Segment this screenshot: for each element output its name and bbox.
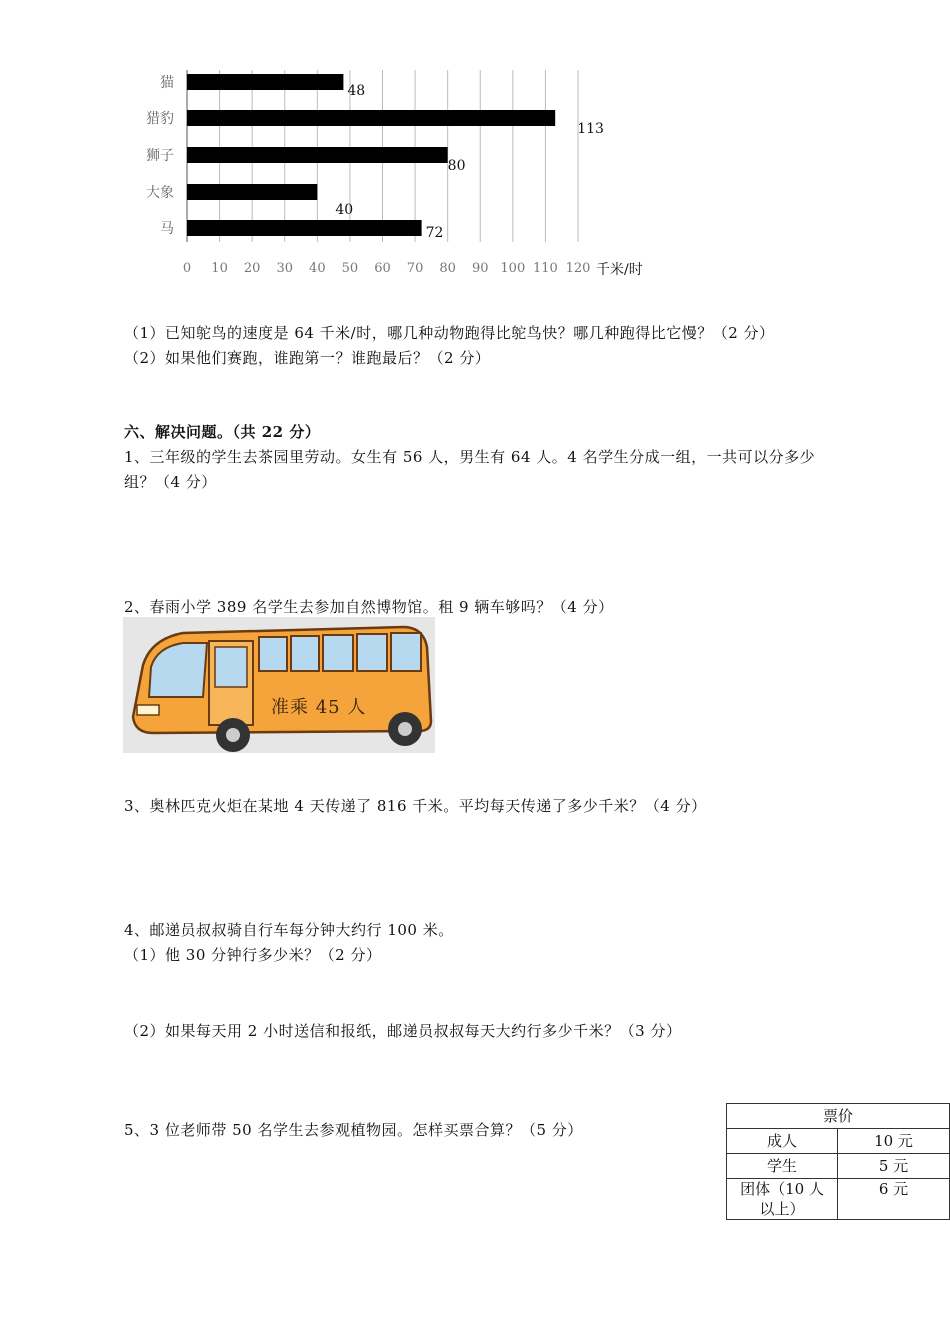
- speed-bar-chart: [130, 60, 690, 290]
- ticket-label: 成人: [727, 1129, 838, 1154]
- problem-2: 2、春雨小学 389 名学生去参加自然博物馆。租 9 辆车够吗？（4 分）: [124, 598, 614, 616]
- bar: [187, 147, 448, 163]
- table-row: [727, 1129, 950, 1154]
- ticket-price-table: [726, 1103, 950, 1220]
- bar: [187, 74, 343, 90]
- category-label: 猎豹: [146, 111, 174, 127]
- ticket-price: 10 元: [838, 1129, 950, 1154]
- chart-question-1: （1）已知鸵鸟的速度是 64 千米/时，哪几种动物跑得比鸵鸟快？哪几种跑得比它慢？（2 分）: [124, 324, 775, 342]
- x-tick-label: 90: [471, 261, 489, 276]
- bar: [187, 220, 422, 236]
- data-label: 80: [447, 158, 466, 174]
- data-label: 48: [347, 83, 366, 99]
- bar: [187, 110, 555, 126]
- x-tick-label: 80: [439, 261, 456, 276]
- data-label: 72: [425, 225, 444, 241]
- ticket-price: 6 元: [838, 1179, 950, 1220]
- chart-question-2: （2）如果他们赛跑，谁跑第一？谁跑最后？（2 分）: [124, 349, 491, 367]
- table-row: [727, 1179, 950, 1220]
- data-label: 40: [335, 202, 354, 218]
- bus-illustration: [123, 617, 435, 753]
- problem-4-question-2: （2）如果每天用 2 小时送信和报纸，邮递员叔叔每天大约行多少千米？（3 分）: [124, 1022, 682, 1040]
- ticket-label-line-2: 以上）: [759, 1200, 805, 1218]
- section-title: 六、解决问题。（共 22 分）: [124, 423, 321, 441]
- ticket-label-line-1: 团体（10 人: [740, 1180, 824, 1198]
- bus-capacity-label: 准乘 45 人: [271, 697, 367, 718]
- x-tick-label: 30: [276, 261, 294, 276]
- problem-5: 5、3 位老师带 50 名学生去参观植物园。怎样买票合算？（5 分）: [124, 1121, 583, 1139]
- problem-3: 3、奥林匹克火炬在某地 4 天传递了 816 千米。平均每天传递了多少千米？（4 分）: [124, 797, 707, 815]
- table-row: [727, 1104, 950, 1129]
- ticket-label: 学生: [727, 1154, 838, 1179]
- bus-icon: [123, 617, 435, 753]
- category-label: 大象: [146, 185, 174, 201]
- x-tick-label: 120: [565, 261, 591, 276]
- ticket-label-group: [727, 1179, 838, 1220]
- x-tick-label: 110: [533, 261, 558, 276]
- x-tick-label: 20: [243, 261, 261, 276]
- x-tick-label: 10: [211, 261, 228, 276]
- category-label: 猫: [160, 75, 174, 91]
- x-tick-label: 0: [182, 261, 192, 276]
- problem-4-question-1: （1）他 30 分钟行多少米？（2 分）: [124, 946, 382, 964]
- x-tick-label: 40: [309, 261, 326, 276]
- table-title: 票价: [727, 1104, 950, 1129]
- problem-1-line-1: 1、三年级的学生去茶园里劳动。女生有 56 人，男生有 64 人。4 名学生分成一组，一共可以分多少: [124, 448, 816, 466]
- x-tick-label: 60: [374, 261, 391, 276]
- data-label: 113: [577, 121, 604, 137]
- bar: [187, 184, 317, 200]
- x-tick-label: 50: [341, 261, 359, 276]
- x-axis-label: 千米/时: [596, 262, 643, 278]
- problem-4: 4、邮递员叔叔骑自行车每分钟大约行 100 米。: [124, 921, 454, 939]
- category-label: 狮子: [146, 148, 174, 164]
- category-label: 马: [160, 221, 174, 237]
- x-tick-label: 100: [500, 261, 526, 276]
- problem-1-line-2: 组？（4 分）: [124, 473, 217, 491]
- table-row: [727, 1154, 950, 1179]
- ticket-price: 5 元: [838, 1154, 950, 1179]
- x-tick-label: 70: [406, 261, 424, 276]
